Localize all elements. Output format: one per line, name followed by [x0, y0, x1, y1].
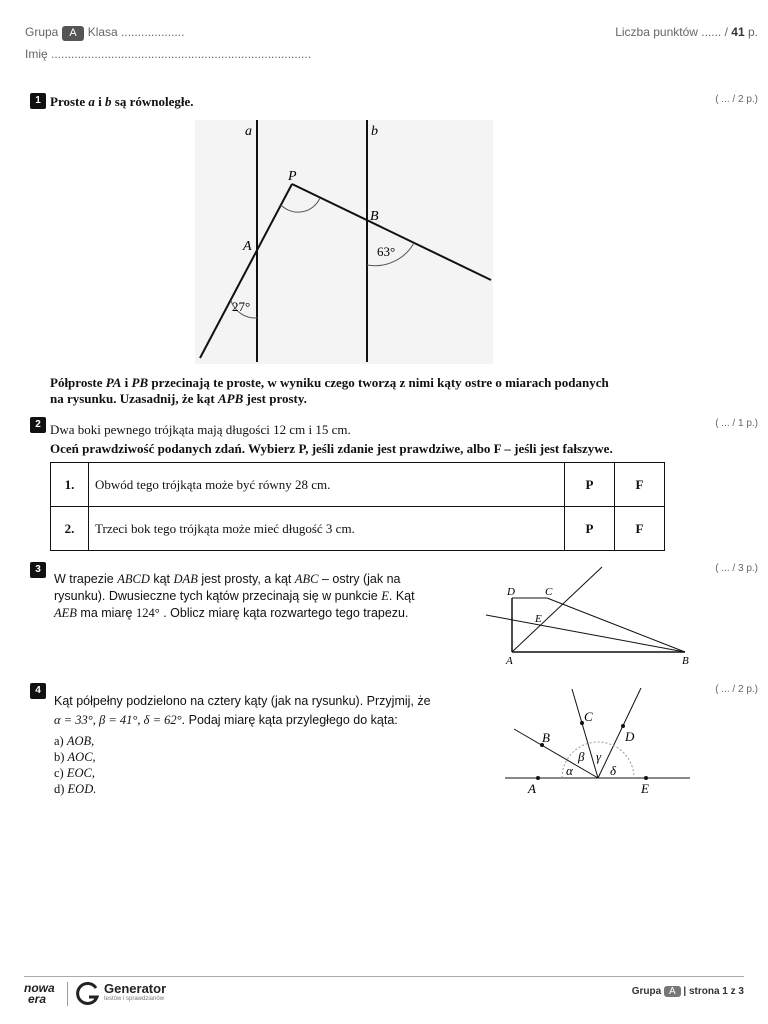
question-number-2: 2: [30, 417, 46, 433]
option-d: [54, 781, 96, 797]
label-point-p: P: [288, 169, 297, 184]
q3-body: [54, 571, 454, 622]
points-summary: [615, 25, 758, 39]
answer-true-option[interactable]: P: [565, 507, 615, 551]
bisector-a: [512, 567, 602, 652]
q1-title-var: b: [105, 94, 112, 109]
footer-group-label: Grupa: [631, 986, 662, 997]
points-total: 41: [731, 25, 745, 39]
question-number-1: 1: [30, 93, 46, 109]
option-value: EOD.: [67, 782, 97, 796]
q3-text: . Oblicz miarę kąta rozwartego tego trapezu.: [163, 606, 409, 620]
question-number-4: 4: [30, 683, 46, 699]
q1-title-text: są równoległe.: [114, 94, 194, 109]
q3-text: ma miarę: [80, 606, 133, 620]
label-d: D: [507, 586, 515, 598]
q4-line-1: Kąt półpełny podzielono na cztery kąty (jak na rysunku). Przyjmij, że: [54, 694, 431, 708]
option-b: [54, 749, 96, 765]
q1-text: Półproste: [50, 375, 103, 390]
generator-subtitle: testów i sprawdzianów: [104, 996, 165, 1002]
option-value: AOC,: [67, 750, 96, 764]
q2-line-1: Dwa boki pewnego trójkąta mają długości 12 cm i 15 cm.: [50, 422, 351, 437]
q3-text: jest prosty, a kąt: [201, 572, 292, 586]
footer-divider: [24, 976, 744, 977]
label-angle-63: 63°: [377, 244, 396, 259]
q1-points: ( ... / 2 p.): [715, 94, 758, 105]
q4-figure: [500, 683, 695, 798]
q1-body: [50, 375, 710, 407]
ray-od: [598, 688, 641, 778]
group-badge: A: [62, 26, 83, 41]
q3-text: rysunku). Dwusieczne tych kątów przecinają się w punkcie: [54, 589, 378, 603]
nowa-era-logo: [24, 983, 64, 1005]
q4-options: [54, 733, 96, 797]
q3-var: ABCD: [117, 572, 150, 586]
q2-line-2: Oceń prawdziwość podanych zdań. Wybierz P, jeśli zdanie jest prawdziwe, albo F – jeśli jest fałszywe.: [50, 441, 613, 456]
q3-points: ( ... / 3 p.): [715, 563, 758, 574]
label-angle-27: 27°: [232, 299, 251, 314]
option-label: c): [54, 766, 64, 780]
q3-line-1: [54, 571, 454, 588]
q1-body-line-2: [50, 391, 710, 407]
q1-text: przecinają te proste, w wyniku czego tworzą z nimi kąty ostre o miarach podanych: [151, 375, 609, 390]
q1-body-line-1: [50, 375, 710, 391]
q1-text: jest prosty.: [246, 391, 307, 406]
point-a: [536, 776, 540, 780]
point-d: [621, 724, 625, 728]
label-alpha: α: [566, 763, 573, 778]
table-row: [51, 507, 665, 551]
q3-figure: [480, 560, 705, 670]
answer-false-option[interactable]: F: [615, 507, 665, 551]
label-a: A: [528, 781, 536, 796]
q4-values: α = 33°, β = 41°, δ = 62°: [54, 713, 182, 727]
label-point-a: A: [243, 239, 252, 254]
label-e: E: [641, 781, 649, 796]
q4-line-2: [54, 711, 474, 730]
option-label: b): [54, 750, 65, 764]
q4-body: [54, 692, 474, 730]
q3-text: – ostry (jak na: [322, 572, 401, 586]
point-e: [644, 776, 648, 780]
option-label: d): [54, 782, 65, 796]
q3-text: kąt: [153, 572, 171, 586]
option-value: EOC,: [66, 766, 95, 780]
q3-text: . Kąt: [388, 589, 415, 603]
class-label: Klasa ...................: [87, 25, 185, 39]
q1-text: i: [124, 375, 129, 390]
option-value: AOB,: [66, 734, 95, 748]
q3-var: ABC: [294, 572, 319, 586]
label-point-b: B: [370, 209, 379, 224]
option-a: [54, 733, 96, 749]
q3-line-2: [54, 588, 454, 605]
label-b: B: [542, 730, 550, 745]
q3-var: AEB: [54, 606, 77, 620]
logo-top: nowa: [24, 981, 55, 995]
label-beta: β: [578, 749, 585, 764]
q1-figure: [195, 120, 495, 365]
table-row: [51, 463, 665, 507]
label-e: E: [535, 613, 542, 625]
question-number-3: 3: [30, 562, 46, 578]
q3-var: E: [381, 589, 389, 603]
label-line-a: a: [245, 124, 252, 139]
group-label: Grupa: [25, 25, 59, 39]
points-label: Liczba punktów ...... /: [615, 25, 728, 39]
side-cb: [547, 598, 685, 652]
footer-page-info: [632, 986, 744, 997]
row-statement: Obwód tego trójkąta może być równy 28 cm.: [89, 463, 565, 507]
label-delta: δ: [610, 763, 617, 778]
option-label: a): [54, 734, 64, 748]
points-unit: p.: [747, 25, 758, 39]
row-number: 1.: [51, 463, 89, 507]
answer-true-option[interactable]: P: [565, 463, 615, 507]
generator-title: Generator: [104, 981, 167, 996]
q3-value: 124°: [135, 606, 160, 620]
label-a: A: [506, 655, 513, 667]
footer-page-label: | strona 1 z 3: [683, 986, 744, 997]
answer-false-option[interactable]: F: [615, 463, 665, 507]
q1-title-var: a: [88, 94, 95, 109]
row-statement: Trzeci bok tego trójkąta może mieć długość 3 cm.: [89, 507, 565, 551]
q1-title: [50, 94, 193, 110]
q1-var: PA: [105, 375, 122, 390]
header-group: [25, 25, 184, 41]
q3-line-3: [54, 605, 454, 622]
q1-var: PB: [131, 375, 149, 390]
option-c: [54, 765, 96, 781]
label-b: B: [682, 655, 689, 667]
q1-title-text: Proste: [50, 94, 86, 109]
row-number: 2.: [51, 507, 89, 551]
label-gamma: γ: [596, 749, 602, 764]
generator-logo-icon: [76, 982, 102, 1006]
name-field: Imię ..............................................................................: [25, 47, 312, 61]
label-c: C: [545, 586, 553, 598]
label-d: D: [625, 729, 635, 744]
logo-bottom: era: [28, 992, 47, 1006]
q4-text: . Podaj miarę kąta przyległego do kąta:: [181, 713, 398, 727]
q4-points: ( ... / 2 p.): [715, 684, 758, 695]
q1-var: APB: [217, 391, 244, 406]
q3-text: W trapezie: [54, 572, 114, 586]
label-line-b: b: [371, 124, 378, 139]
q1-text: na rysunku. Uzasadnij, że kąt: [50, 391, 215, 406]
logo-divider: [67, 982, 68, 1006]
footer-group-badge: A: [664, 986, 681, 997]
q1-title-text: i: [98, 94, 102, 109]
true-false-table: [50, 462, 665, 551]
generator-brand: [104, 982, 166, 1002]
q3-var: DAB: [173, 572, 198, 586]
q2-points: ( ... / 1 p.): [715, 418, 758, 429]
label-c: C: [584, 709, 593, 724]
bisector-b: [486, 615, 685, 652]
